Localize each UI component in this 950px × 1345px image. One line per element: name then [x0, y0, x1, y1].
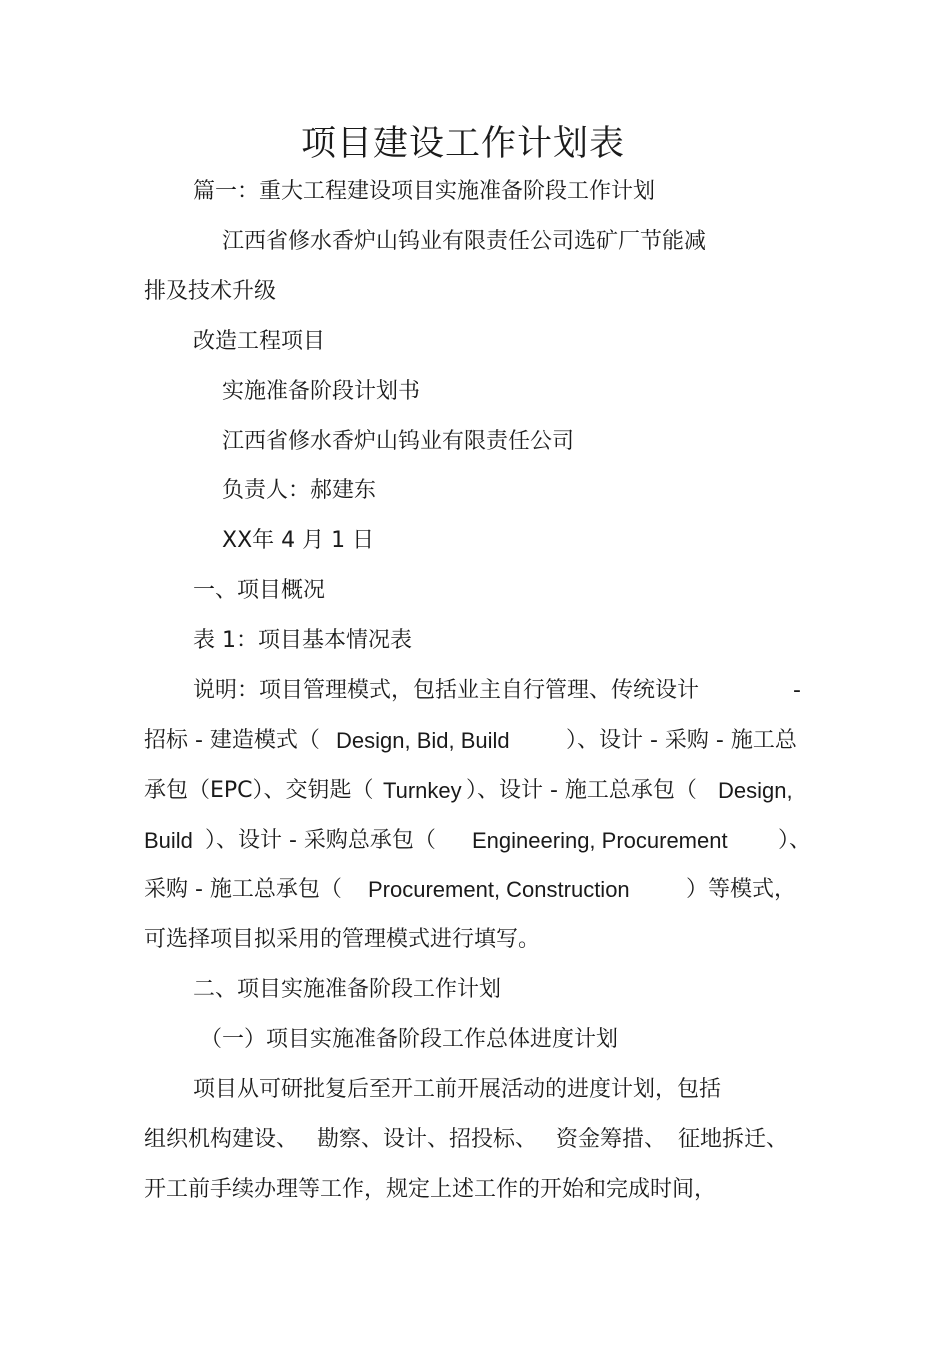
section-2-heading: 二、项目实施准备阶段工作计划 — [193, 977, 502, 1002]
explanation-line-3-c: ）、设计 - 施工总承包（ — [466, 778, 697, 803]
explanation-line-4-b: ）、设计 - 采购总承包（ — [205, 828, 436, 853]
explanation-line-4-a: Build — [144, 828, 193, 853]
explanation-line-2-c: ）、设计 - 采购 - 施工总 — [566, 728, 797, 753]
document-date: XX年 4 月 1 日 — [222, 528, 375, 553]
project-name-line-2: 排及技术升级 — [144, 279, 277, 304]
subsection-1-heading: （一）项目实施准备阶段工作总体进度计划 — [200, 1027, 619, 1052]
explanation-line-4-c: Engineering, Procurement — [472, 828, 728, 853]
table-1-caption: 表 1：项目基本情况表 — [193, 628, 412, 653]
responsible-person: 负责人：郝建东 — [222, 478, 377, 503]
schedule-paragraph-line-2-b: 勘察、设计、招投标、 — [317, 1127, 538, 1152]
document-title: 项目建设工作计划表 — [300, 124, 625, 164]
explanation-line-1: 说明：项目管理模式，包括业主自行管理、传统设计 — [193, 678, 700, 703]
explanation-line-3-d: Design, — [718, 778, 793, 803]
company-name: 江西省修水香炉山钨业有限责任公司 — [222, 429, 575, 454]
schedule-paragraph-line-2-c: 资金筹措、 — [556, 1127, 667, 1152]
explanation-line-3-b: Turnkey — [383, 778, 462, 803]
explanation-line-2-b: Design, Bid, Build — [336, 728, 510, 753]
article-heading: 篇一：重大工程建设项目实施准备阶段工作计划 — [193, 179, 656, 204]
schedule-paragraph-line-3: 开工前手续办理等工作，规定上述工作的开始和完成时间， — [144, 1177, 717, 1202]
explanation-line-5-c: ）等模式， — [686, 877, 797, 902]
project-name-line-1: 江西省修水香炉山钨业有限责任公司选矿厂节能减 — [222, 229, 707, 254]
plan-book-title: 实施准备阶段计划书 — [222, 379, 421, 404]
explanation-line-4-d: ）、 — [778, 828, 812, 853]
schedule-paragraph-line-1: 项目从可研批复后至开工前开展活动的进度计划，包括 — [193, 1077, 722, 1102]
explanation-line-5-a: 采购 - 施工总承包（ — [144, 877, 342, 902]
project-name-line-3: 改造工程项目 — [193, 329, 326, 354]
schedule-paragraph-line-2-a: 组织机构建设、 — [144, 1127, 299, 1152]
section-1-heading: 一、项目概况 — [193, 578, 326, 603]
explanation-line-3-a: 承包（EPC）、交钥匙（ — [144, 778, 374, 803]
explanation-line-6: 可选择项目拟采用的管理模式进行填写。 — [144, 927, 541, 952]
explanation-line-1-dash: - — [793, 678, 801, 703]
explanation-line-5-b: Procurement, Construction — [368, 877, 630, 902]
explanation-line-2-a: 招标 - 建造模式（ — [144, 728, 320, 753]
schedule-paragraph-line-2-d: 征地拆迁、 — [678, 1127, 789, 1152]
